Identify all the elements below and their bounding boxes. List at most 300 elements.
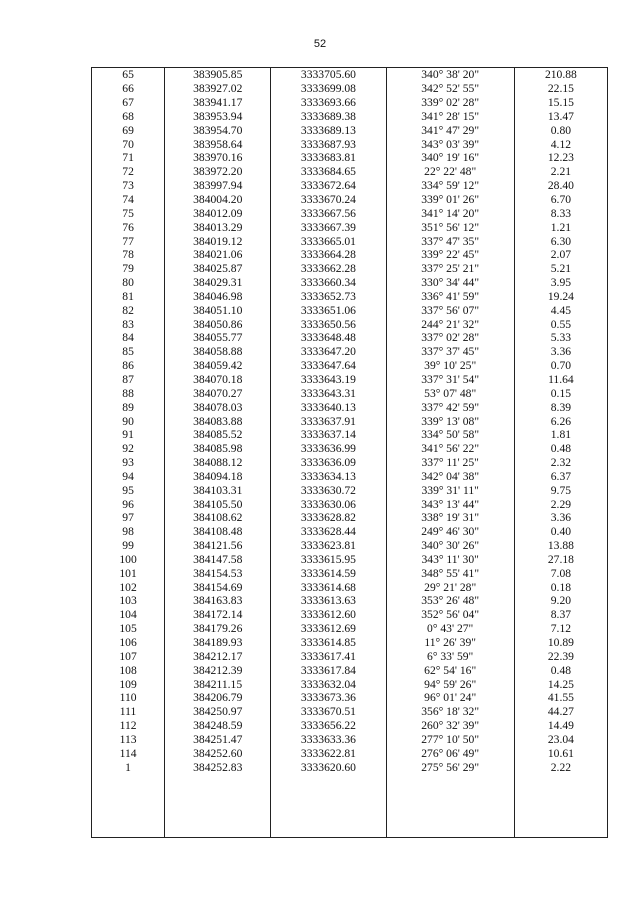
point-number-cell: 111 xyxy=(92,705,165,719)
y-coordinate-cell: 3333684.65 xyxy=(271,165,386,179)
x-coordinate-cell: 384059.42 xyxy=(165,359,271,373)
distance-cell: 28.40 xyxy=(514,179,607,193)
table-filler-row xyxy=(92,774,608,837)
bearing-angle-cell: 6° 33' 59" xyxy=(386,649,514,663)
table-row xyxy=(92,580,608,594)
table-row xyxy=(92,386,608,400)
bearing-angle-cell: 277° 10' 50" xyxy=(386,733,514,747)
x-coordinate-cell: 384172.14 xyxy=(165,608,271,622)
distance-cell: 10.61 xyxy=(514,746,607,760)
bearing-angle-cell: 338° 19' 31" xyxy=(386,511,514,525)
y-coordinate-cell: 3333652.73 xyxy=(271,290,386,304)
distance-cell: 14.49 xyxy=(514,719,607,733)
bearing-angle-cell: 94° 59' 26" xyxy=(386,677,514,691)
bearing-angle-cell: 342° 04' 38" xyxy=(386,469,514,483)
x-coordinate-cell: 384248.59 xyxy=(165,719,271,733)
bearing-angle-cell: 337° 47' 35" xyxy=(386,234,514,248)
point-number-cell: 114 xyxy=(92,746,165,760)
point-number-cell: 71 xyxy=(92,151,165,165)
bearing-angle-cell: 341° 28' 15" xyxy=(386,110,514,124)
y-coordinate-cell: 3333650.56 xyxy=(271,317,386,331)
point-number-cell: 65 xyxy=(92,68,165,82)
bearing-angle-cell: 337° 11' 25" xyxy=(386,456,514,470)
bearing-angle-cell: 352° 56' 04" xyxy=(386,608,514,622)
table-row xyxy=(92,636,608,650)
x-coordinate-cell: 384025.87 xyxy=(165,262,271,276)
y-coordinate-cell: 3333628.44 xyxy=(271,525,386,539)
bearing-angle-cell: 249° 46' 30" xyxy=(386,525,514,539)
x-coordinate-cell: 384013.29 xyxy=(165,220,271,234)
x-coordinate-cell: 383970.16 xyxy=(165,151,271,165)
point-number-cell: 84 xyxy=(92,331,165,345)
bearing-angle-cell: 244° 21' 32" xyxy=(386,317,514,331)
point-number-cell: 108 xyxy=(92,663,165,677)
distance-cell: 14.25 xyxy=(514,677,607,691)
bearing-angle-cell: 0° 43' 27" xyxy=(386,622,514,636)
y-coordinate-cell: 3333615.95 xyxy=(271,553,386,567)
distance-cell: 8.37 xyxy=(514,608,607,622)
y-coordinate-cell: 3333689.38 xyxy=(271,110,386,124)
filler-cell xyxy=(271,774,386,837)
point-number-cell: 99 xyxy=(92,539,165,553)
distance-cell: 13.47 xyxy=(514,110,607,124)
bearing-angle-cell: 348° 55' 41" xyxy=(386,566,514,580)
distance-cell: 12.23 xyxy=(514,151,607,165)
table-row xyxy=(92,179,608,193)
y-coordinate-cell: 3333670.24 xyxy=(271,193,386,207)
x-coordinate-cell: 383905.85 xyxy=(165,68,271,82)
x-coordinate-cell: 383997.94 xyxy=(165,179,271,193)
distance-cell: 1.21 xyxy=(514,220,607,234)
table-row xyxy=(92,760,608,774)
distance-cell: 0.40 xyxy=(514,525,607,539)
table-row xyxy=(92,82,608,96)
table-row xyxy=(92,456,608,470)
bearing-angle-cell: 337° 25' 21" xyxy=(386,262,514,276)
distance-cell: 13.88 xyxy=(514,539,607,553)
distance-cell: 2.22 xyxy=(514,760,607,774)
y-coordinate-cell: 3333643.19 xyxy=(271,373,386,387)
table-row xyxy=(92,234,608,248)
y-coordinate-cell: 3333662.28 xyxy=(271,262,386,276)
x-coordinate-cell: 384108.62 xyxy=(165,511,271,525)
x-coordinate-cell: 384050.86 xyxy=(165,317,271,331)
table-row xyxy=(92,566,608,580)
bearing-angle-cell: 11° 26' 39" xyxy=(386,636,514,650)
table-row xyxy=(92,691,608,705)
table-row xyxy=(92,68,608,82)
point-number-cell: 109 xyxy=(92,677,165,691)
point-number-cell: 97 xyxy=(92,511,165,525)
distance-cell: 4.12 xyxy=(514,137,607,151)
distance-cell: 0.48 xyxy=(514,663,607,677)
distance-cell: 4.45 xyxy=(514,303,607,317)
bearing-angle-cell: 339° 01' 26" xyxy=(386,193,514,207)
distance-cell: 0.18 xyxy=(514,580,607,594)
x-coordinate-cell: 384070.27 xyxy=(165,386,271,400)
distance-cell: 8.33 xyxy=(514,206,607,220)
point-number-cell: 89 xyxy=(92,400,165,414)
point-number-cell: 1 xyxy=(92,760,165,774)
point-number-cell: 92 xyxy=(92,442,165,456)
point-number-cell: 80 xyxy=(92,276,165,290)
filler-cell xyxy=(514,774,607,837)
bearing-angle-cell: 334° 59' 12" xyxy=(386,179,514,193)
x-coordinate-cell: 384055.77 xyxy=(165,331,271,345)
bearing-angle-cell: 39° 10' 25" xyxy=(386,359,514,373)
point-number-cell: 85 xyxy=(92,345,165,359)
point-number-cell: 93 xyxy=(92,456,165,470)
y-coordinate-cell: 3333634.13 xyxy=(271,469,386,483)
x-coordinate-cell: 384012.09 xyxy=(165,206,271,220)
x-coordinate-cell: 384211.15 xyxy=(165,677,271,691)
x-coordinate-cell: 383954.70 xyxy=(165,123,271,137)
bearing-angle-cell: 341° 47' 29" xyxy=(386,123,514,137)
distance-cell: 41.55 xyxy=(514,691,607,705)
table-row xyxy=(92,193,608,207)
table-row xyxy=(92,746,608,760)
y-coordinate-cell: 3333665.01 xyxy=(271,234,386,248)
point-number-cell: 91 xyxy=(92,428,165,442)
point-number-cell: 86 xyxy=(92,359,165,373)
bearing-angle-cell: 343° 13' 44" xyxy=(386,497,514,511)
distance-cell: 19.24 xyxy=(514,290,607,304)
x-coordinate-cell: 384154.53 xyxy=(165,566,271,580)
point-number-cell: 100 xyxy=(92,553,165,567)
x-coordinate-cell: 384021.06 xyxy=(165,248,271,262)
table-row xyxy=(92,331,608,345)
bearing-angle-cell: 337° 37' 45" xyxy=(386,345,514,359)
filler-cell xyxy=(386,774,514,837)
y-coordinate-cell: 3333660.34 xyxy=(271,276,386,290)
point-number-cell: 79 xyxy=(92,262,165,276)
y-coordinate-cell: 3333630.72 xyxy=(271,483,386,497)
bearing-angle-cell: 342° 52' 55" xyxy=(386,82,514,96)
table-row xyxy=(92,497,608,511)
point-number-cell: 88 xyxy=(92,386,165,400)
x-coordinate-cell: 383927.02 xyxy=(165,82,271,96)
x-coordinate-cell: 384250.97 xyxy=(165,705,271,719)
y-coordinate-cell: 3333648.48 xyxy=(271,331,386,345)
point-number-cell: 101 xyxy=(92,566,165,580)
table-row xyxy=(92,165,608,179)
distance-cell: 9.75 xyxy=(514,483,607,497)
point-number-cell: 82 xyxy=(92,303,165,317)
table-row xyxy=(92,317,608,331)
x-coordinate-cell: 384070.18 xyxy=(165,373,271,387)
y-coordinate-cell: 3333670.51 xyxy=(271,705,386,719)
y-coordinate-cell: 3333613.63 xyxy=(271,594,386,608)
y-coordinate-cell: 3333622.81 xyxy=(271,746,386,760)
x-coordinate-cell: 384051.10 xyxy=(165,303,271,317)
y-coordinate-cell: 3333637.14 xyxy=(271,428,386,442)
distance-cell: 0.70 xyxy=(514,359,607,373)
bearing-angle-cell: 334° 50' 58" xyxy=(386,428,514,442)
bearing-angle-cell: 339° 13' 08" xyxy=(386,414,514,428)
bearing-angle-cell: 330° 34' 44" xyxy=(386,276,514,290)
bearing-angle-cell: 341° 56' 22" xyxy=(386,442,514,456)
bearing-angle-cell: 96° 01' 24" xyxy=(386,691,514,705)
table-row xyxy=(92,622,608,636)
distance-cell: 2.07 xyxy=(514,248,607,262)
point-number-cell: 83 xyxy=(92,317,165,331)
x-coordinate-cell: 384252.83 xyxy=(165,760,271,774)
filler-cell xyxy=(92,774,165,837)
x-coordinate-cell: 384078.03 xyxy=(165,400,271,414)
x-coordinate-cell: 384206.79 xyxy=(165,691,271,705)
bearing-angle-cell: 343° 03' 39" xyxy=(386,137,514,151)
x-coordinate-cell: 384019.12 xyxy=(165,234,271,248)
y-coordinate-cell: 3333687.93 xyxy=(271,137,386,151)
bearing-angle-cell: 336° 41' 59" xyxy=(386,290,514,304)
x-coordinate-cell: 383953.94 xyxy=(165,110,271,124)
distance-cell: 0.80 xyxy=(514,123,607,137)
table-row xyxy=(92,206,608,220)
bearing-angle-cell: 276° 06' 49" xyxy=(386,746,514,760)
y-coordinate-cell: 3333636.99 xyxy=(271,442,386,456)
bearing-angle-cell: 340° 38' 20" xyxy=(386,68,514,82)
distance-cell: 1.81 xyxy=(514,428,607,442)
table-row xyxy=(92,220,608,234)
point-number-cell: 94 xyxy=(92,469,165,483)
y-coordinate-cell: 3333614.85 xyxy=(271,636,386,650)
distance-cell: 22.39 xyxy=(514,649,607,663)
y-coordinate-cell: 3333620.60 xyxy=(271,760,386,774)
x-coordinate-cell: 384029.31 xyxy=(165,276,271,290)
point-number-cell: 73 xyxy=(92,179,165,193)
point-number-cell: 96 xyxy=(92,497,165,511)
y-coordinate-cell: 3333705.60 xyxy=(271,68,386,82)
point-number-cell: 67 xyxy=(92,96,165,110)
point-number-cell: 74 xyxy=(92,193,165,207)
table-row xyxy=(92,414,608,428)
y-coordinate-cell: 3333656.22 xyxy=(271,719,386,733)
x-coordinate-cell: 384189.93 xyxy=(165,636,271,650)
x-coordinate-cell: 384163.83 xyxy=(165,594,271,608)
table-row xyxy=(92,594,608,608)
bearing-angle-cell: 62° 54' 16" xyxy=(386,663,514,677)
x-coordinate-cell: 384179.26 xyxy=(165,622,271,636)
table-row xyxy=(92,539,608,553)
y-coordinate-cell: 3333651.06 xyxy=(271,303,386,317)
table-row xyxy=(92,719,608,733)
bearing-angle-cell: 29° 21' 28" xyxy=(386,580,514,594)
table-row xyxy=(92,705,608,719)
distance-cell: 11.64 xyxy=(514,373,607,387)
y-coordinate-cell: 3333693.66 xyxy=(271,96,386,110)
point-number-cell: 102 xyxy=(92,580,165,594)
distance-cell: 7.12 xyxy=(514,622,607,636)
bearing-angle-cell: 339° 22' 45" xyxy=(386,248,514,262)
y-coordinate-cell: 3333628.82 xyxy=(271,511,386,525)
table-row xyxy=(92,123,608,137)
distance-cell: 23.04 xyxy=(514,733,607,747)
coordinates-table xyxy=(91,67,608,838)
distance-cell: 8.39 xyxy=(514,400,607,414)
table-row xyxy=(92,428,608,442)
table-row xyxy=(92,469,608,483)
y-coordinate-cell: 3333647.64 xyxy=(271,359,386,373)
y-coordinate-cell: 3333637.91 xyxy=(271,414,386,428)
point-number-cell: 70 xyxy=(92,137,165,151)
x-coordinate-cell: 384085.98 xyxy=(165,442,271,456)
table-row xyxy=(92,400,608,414)
point-number-cell: 78 xyxy=(92,248,165,262)
table-row xyxy=(92,525,608,539)
y-coordinate-cell: 3333617.84 xyxy=(271,663,386,677)
page-number: 52 xyxy=(313,38,327,50)
distance-cell: 5.33 xyxy=(514,331,607,345)
point-number-cell: 112 xyxy=(92,719,165,733)
point-number-cell: 76 xyxy=(92,220,165,234)
y-coordinate-cell: 3333699.08 xyxy=(271,82,386,96)
x-coordinate-cell: 383941.17 xyxy=(165,96,271,110)
bearing-angle-cell: 351° 56' 12" xyxy=(386,220,514,234)
point-number-cell: 95 xyxy=(92,483,165,497)
y-coordinate-cell: 3333643.31 xyxy=(271,386,386,400)
point-number-cell: 90 xyxy=(92,414,165,428)
y-coordinate-cell: 3333667.39 xyxy=(271,220,386,234)
point-number-cell: 113 xyxy=(92,733,165,747)
bearing-angle-cell: 343° 11' 30" xyxy=(386,553,514,567)
distance-cell: 3.36 xyxy=(514,345,607,359)
x-coordinate-cell: 384046.98 xyxy=(165,290,271,304)
point-number-cell: 75 xyxy=(92,206,165,220)
point-number-cell: 81 xyxy=(92,290,165,304)
distance-cell: 6.37 xyxy=(514,469,607,483)
table-row xyxy=(92,137,608,151)
table-row xyxy=(92,483,608,497)
point-number-cell: 66 xyxy=(92,82,165,96)
point-number-cell: 105 xyxy=(92,622,165,636)
table-row xyxy=(92,290,608,304)
x-coordinate-cell: 384105.50 xyxy=(165,497,271,511)
table-body xyxy=(92,68,608,838)
distance-cell: 6.30 xyxy=(514,234,607,248)
y-coordinate-cell: 3333617.41 xyxy=(271,649,386,663)
bearing-angle-cell: 339° 31' 11" xyxy=(386,483,514,497)
x-coordinate-cell: 384088.12 xyxy=(165,456,271,470)
point-number-cell: 72 xyxy=(92,165,165,179)
x-coordinate-cell: 384121.56 xyxy=(165,539,271,553)
y-coordinate-cell: 3333633.36 xyxy=(271,733,386,747)
distance-cell: 0.55 xyxy=(514,317,607,331)
distance-cell: 6.26 xyxy=(514,414,607,428)
x-coordinate-cell: 383958.64 xyxy=(165,137,271,151)
distance-cell: 0.48 xyxy=(514,442,607,456)
bearing-angle-cell: 337° 31' 54" xyxy=(386,373,514,387)
y-coordinate-cell: 3333614.59 xyxy=(271,566,386,580)
point-number-cell: 98 xyxy=(92,525,165,539)
x-coordinate-cell: 384004.20 xyxy=(165,193,271,207)
distance-cell: 44.27 xyxy=(514,705,607,719)
bearing-angle-cell: 340° 19' 16" xyxy=(386,151,514,165)
bearing-angle-cell: 337° 42' 59" xyxy=(386,400,514,414)
distance-cell: 210.88 xyxy=(514,68,607,82)
table-row xyxy=(92,373,608,387)
x-coordinate-cell: 384154.69 xyxy=(165,580,271,594)
point-number-cell: 104 xyxy=(92,608,165,622)
distance-cell: 6.70 xyxy=(514,193,607,207)
table-row xyxy=(92,151,608,165)
point-number-cell: 87 xyxy=(92,373,165,387)
bearing-angle-cell: 353° 26' 48" xyxy=(386,594,514,608)
y-coordinate-cell: 3333673.36 xyxy=(271,691,386,705)
distance-cell: 15.15 xyxy=(514,96,607,110)
x-coordinate-cell: 383972.20 xyxy=(165,165,271,179)
bearing-angle-cell: 275° 56' 29" xyxy=(386,760,514,774)
y-coordinate-cell: 3333612.60 xyxy=(271,608,386,622)
y-coordinate-cell: 3333667.56 xyxy=(271,206,386,220)
x-coordinate-cell: 384103.31 xyxy=(165,483,271,497)
point-number-cell: 77 xyxy=(92,234,165,248)
point-number-cell: 107 xyxy=(92,649,165,663)
bearing-angle-cell: 53° 07' 48" xyxy=(386,386,514,400)
distance-cell: 3.36 xyxy=(514,511,607,525)
x-coordinate-cell: 384094.18 xyxy=(165,469,271,483)
x-coordinate-cell: 384252.60 xyxy=(165,746,271,760)
point-number-cell: 110 xyxy=(92,691,165,705)
table-row xyxy=(92,663,608,677)
y-coordinate-cell: 3333683.81 xyxy=(271,151,386,165)
table-row xyxy=(92,248,608,262)
table-row xyxy=(92,276,608,290)
point-number-cell: 103 xyxy=(92,594,165,608)
bearing-angle-cell: 341° 14' 20" xyxy=(386,206,514,220)
distance-cell: 2.29 xyxy=(514,497,607,511)
table-row xyxy=(92,262,608,276)
distance-cell: 5.21 xyxy=(514,262,607,276)
table-row xyxy=(92,110,608,124)
table-row xyxy=(92,345,608,359)
y-coordinate-cell: 3333614.68 xyxy=(271,580,386,594)
filler-cell xyxy=(165,774,271,837)
bearing-angle-cell: 260° 32' 39" xyxy=(386,719,514,733)
distance-cell: 7.08 xyxy=(514,566,607,580)
table-row xyxy=(92,359,608,373)
y-coordinate-cell: 3333636.09 xyxy=(271,456,386,470)
x-coordinate-cell: 384147.58 xyxy=(165,553,271,567)
distance-cell: 27.18 xyxy=(514,553,607,567)
table-row xyxy=(92,303,608,317)
x-coordinate-cell: 384083.88 xyxy=(165,414,271,428)
y-coordinate-cell: 3333632.04 xyxy=(271,677,386,691)
table-row xyxy=(92,608,608,622)
table-row xyxy=(92,677,608,691)
x-coordinate-cell: 384251.47 xyxy=(165,733,271,747)
x-coordinate-cell: 384212.17 xyxy=(165,649,271,663)
x-coordinate-cell: 384212.39 xyxy=(165,663,271,677)
y-coordinate-cell: 3333623.81 xyxy=(271,539,386,553)
distance-cell: 10.89 xyxy=(514,636,607,650)
table-row xyxy=(92,733,608,747)
x-coordinate-cell: 384108.48 xyxy=(165,525,271,539)
point-number-cell: 106 xyxy=(92,636,165,650)
bearing-angle-cell: 22° 22' 48" xyxy=(386,165,514,179)
table-row xyxy=(92,442,608,456)
bearing-angle-cell: 337° 56' 07" xyxy=(386,303,514,317)
x-coordinate-cell: 384085.52 xyxy=(165,428,271,442)
point-number-cell: 69 xyxy=(92,123,165,137)
y-coordinate-cell: 3333612.69 xyxy=(271,622,386,636)
distance-cell: 3.95 xyxy=(514,276,607,290)
bearing-angle-cell: 337° 02' 28" xyxy=(386,331,514,345)
table-row xyxy=(92,511,608,525)
y-coordinate-cell: 3333689.13 xyxy=(271,123,386,137)
distance-cell: 2.21 xyxy=(514,165,607,179)
y-coordinate-cell: 3333640.13 xyxy=(271,400,386,414)
distance-cell: 22.15 xyxy=(514,82,607,96)
